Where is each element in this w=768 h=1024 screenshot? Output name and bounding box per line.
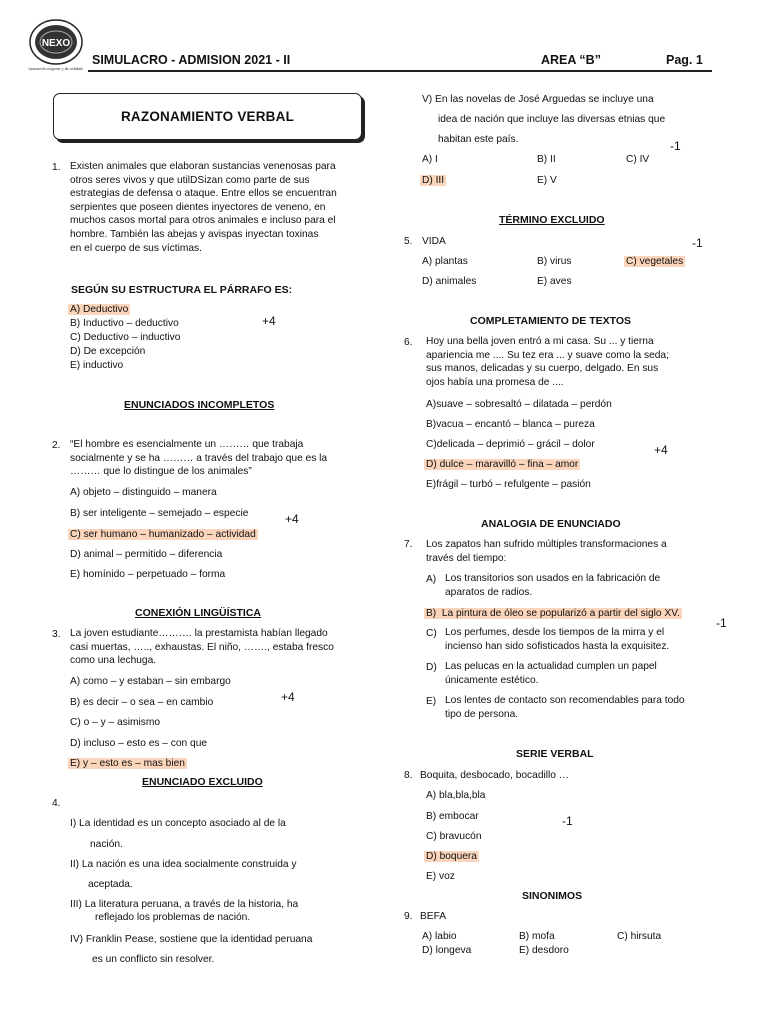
section-heading-enunciados-incompletos: ENUNCIADOS INCOMPLETOS: [124, 399, 275, 411]
q1-line: en el cuerpo de sus víctimas.: [70, 242, 202, 254]
q1-line: otros seres vivos y que utilDSizan como parte de sus: [70, 174, 310, 186]
section-title: RAZONAMIENTO VERBAL: [120, 109, 295, 124]
q6-line: sus manos, delicadas y su cuerpo, delgado. En sus: [426, 363, 659, 375]
q6-score: +4: [654, 443, 668, 457]
q3-paragraph: [70, 627, 360, 668]
q6-line: ojos había una promesa de ....: [426, 376, 564, 388]
q1-line: serpientes que poseen dientes inyectores de veneno, en: [70, 201, 326, 213]
q8-option-c[interactable]: C) bravucón: [426, 831, 482, 842]
q4-option-e[interactable]: E) V: [537, 175, 557, 186]
q7-option-e[interactable]: Los lentes de contacto son recomendables para todo: [445, 695, 685, 706]
q6-option-a[interactable]: A)suave – sobresaltó – dilatada – perdón: [426, 399, 612, 410]
q4-option-a[interactable]: A) I: [422, 154, 438, 165]
q1-question: SEGÚN SU ESTRUCTURA EL PÁRRAFO ES:: [71, 284, 293, 296]
q7-option-a-letter[interactable]: A): [426, 574, 437, 585]
q1-score: +4: [262, 314, 276, 328]
q7-stem-2: través del tiempo:: [426, 553, 507, 564]
q2-paragraph: [70, 438, 360, 479]
q2-line: socialmente y se ha ……… a través del trabajo que es la: [70, 452, 328, 464]
q6-option-c[interactable]: C)delicada – deprimió – grácil – dolor: [426, 439, 595, 450]
q2-option-b[interactable]: B) ser inteligente – semejado – especie: [70, 508, 249, 519]
q4-statement-3: III) La literatura peruana, a través de la historia, ha: [70, 899, 299, 910]
q9-stem: BEFA: [420, 911, 447, 922]
q5-stem: VIDA: [422, 236, 446, 247]
q7-option-a-cont: aparatos de radios.: [445, 587, 533, 598]
q7-option-d-letter[interactable]: D): [426, 662, 437, 673]
q9-option-c[interactable]: C) hirsuta: [617, 931, 662, 942]
section-heading-termino-excluido: TÉRMINO EXCLUIDO: [499, 214, 605, 226]
logo: [28, 12, 84, 76]
q4-statement-1-cont: nación.: [90, 839, 123, 850]
q5-option-c[interactable]: C) vegetales: [626, 256, 684, 267]
q2-line: ……… que lo distingue de los animales”: [70, 466, 252, 478]
q2-option-e[interactable]: E) homínido – perpetuado – forma: [70, 569, 226, 580]
q1-option-e[interactable]: E) inductivo: [70, 360, 124, 371]
q3-line: casi muertas, ….., exhaustas. El niño, ……., estaba fresco: [70, 641, 334, 653]
q6-paragraph: [426, 335, 712, 389]
q3-option-b[interactable]: B) es decir – o sea – en cambio: [70, 697, 214, 708]
q7-option-e-letter[interactable]: E): [426, 696, 437, 707]
q4-score: -1: [670, 139, 681, 153]
q7-option-c[interactable]: Los perfumes, desde los tiempos de la mirra y el: [445, 627, 665, 638]
q3-number: 3.: [52, 629, 61, 640]
q2-line: “El hombre es esencialmente un ……… que trabaja: [70, 439, 304, 450]
q9-option-a[interactable]: A) labio: [422, 931, 457, 942]
q8-score: -1: [562, 814, 573, 828]
q4-number: 4.: [52, 798, 61, 809]
section-title-box: [53, 93, 362, 140]
q1-option-b[interactable]: B) Inductivo – deductivo: [70, 318, 179, 329]
q3-line: como una lechuga.: [70, 655, 157, 667]
q9-number: 9.: [404, 911, 413, 922]
q7-option-d-cont: únicamente estético.: [445, 675, 539, 686]
page-number: Pag. 1: [666, 53, 703, 67]
q2-option-a[interactable]: A) objeto – distinguido – manera: [70, 487, 217, 498]
q5-option-a[interactable]: A) plantas: [422, 256, 468, 267]
section-heading-enunciado-excluido: ENUNCIADO EXCLUIDO: [142, 776, 263, 788]
q9-option-e[interactable]: E) desdoro: [519, 945, 569, 956]
q7-option-c-letter[interactable]: C): [426, 628, 437, 639]
q5-option-b[interactable]: B) virus: [537, 256, 572, 267]
q2-score: +4: [285, 512, 299, 526]
section-heading-completamiento: COMPLETAMIENTO DE TEXTOS: [470, 315, 632, 327]
q5-option-d[interactable]: D) animales: [422, 276, 477, 287]
section-heading-analogia: ANALOGIA DE ENUNCIADO: [481, 518, 621, 530]
q3-option-e[interactable]: E) y – esto es – mas bien: [70, 758, 185, 769]
q4-option-b[interactable]: B) II: [537, 154, 556, 165]
q4-statement-2-cont: aceptada.: [88, 879, 133, 890]
area-label: AREA “B”: [541, 53, 601, 67]
q4-statement-4: IV) Franklin Pease, sostiene que la identidad peruana: [70, 934, 313, 945]
q8-number: 8.: [404, 770, 413, 781]
header-divider: [88, 70, 712, 72]
q1-option-a[interactable]: A) Deductivo: [70, 304, 129, 315]
q7-stem-1: Los zapatos han sufrido múltiples transformaciones a: [426, 539, 667, 550]
q7-number: 7.: [404, 539, 413, 550]
q7-option-e-cont: tipo de persona.: [445, 709, 519, 720]
q4-statement-3-cont: reflejado los problemas de nación.: [95, 912, 251, 923]
q1-option-c[interactable]: C) Deductivo – inductivo: [70, 332, 181, 343]
exam-title: SIMULACRO - ADMISION 2021 - II: [92, 53, 291, 67]
q5-number: 5.: [404, 236, 413, 247]
q6-option-e[interactable]: E)frágil – turbó – refulgente – pasión: [426, 479, 591, 490]
q1-number: 1.: [52, 162, 61, 173]
q7-option-b[interactable]: B) La pintura de óleo se popularizó a partir del siglo XV.: [426, 608, 680, 619]
q3-option-d[interactable]: D) incluso – esto es – con que: [70, 738, 208, 749]
section-heading-serie-verbal: SERIE VERBAL: [516, 748, 594, 760]
q2-option-c[interactable]: C) ser humano – humanizado – actividad: [70, 529, 256, 540]
logo-tagline: preparación exigente y de calidad...!: [28, 66, 84, 71]
q1-paragraph: [70, 160, 360, 255]
q8-option-a[interactable]: A) bla,bla,bla: [426, 790, 486, 801]
q6-option-d[interactable]: D) dulce – maravilló – fina – amor: [426, 459, 579, 470]
q4-statement-4-cont: es un conflicto sin resolver.: [92, 954, 215, 965]
section-heading-sinonimos: SINONIMOS: [522, 890, 583, 902]
q6-line: Hoy una bella joven entró a mi casa. Su ... y tierna: [426, 336, 654, 347]
q1-line: Existen animales que elaboran sustancias venenosas para: [70, 161, 336, 172]
q4-option-d[interactable]: D) III: [422, 175, 445, 186]
q1-option-d[interactable]: D) De excepción: [70, 346, 146, 357]
q7-option-a[interactable]: Los transitorios son usados en la fabricación de: [445, 573, 661, 584]
q8-option-d[interactable]: D) boquera: [426, 851, 477, 862]
q5-option-e[interactable]: E) aves: [537, 276, 572, 287]
q9-option-b[interactable]: B) mofa: [519, 931, 555, 942]
q4-option-c[interactable]: C) IV: [626, 154, 650, 165]
q3-option-a[interactable]: A) como – y estaban – sin embargo: [70, 676, 231, 687]
q5-score: -1: [692, 236, 703, 250]
section-heading-conexion-linguistica: CONEXIÓN LINGÜÍSTICA: [135, 607, 262, 619]
q2-number: 2.: [52, 440, 61, 451]
q1-line: hombre. También las abejas y avispas inyectan toxinas: [70, 228, 319, 240]
q4-statement-2: II) La nación es una idea socialmente construida y: [70, 859, 297, 870]
q3-score: +4: [281, 690, 295, 704]
q7-option-d[interactable]: Las pelucas en la actualidad cumplen un papel: [445, 661, 657, 672]
q4-statement-1: I) La identidad es un concepto asociado al de la: [70, 818, 286, 829]
logo-text: NEXO: [41, 38, 71, 49]
q2-option-d[interactable]: D) animal – permitido – diferencia: [70, 549, 223, 560]
q6-line: apariencia me .... Su tez era ... y suave como la seda;: [426, 349, 669, 361]
q4-statement-5: V) En las novelas de José Arguedas se incluye una: [422, 94, 654, 105]
q8-option-e[interactable]: E) voz: [426, 871, 455, 882]
q6-option-b[interactable]: B)vacua – encantó – blanca – pureza: [426, 419, 595, 430]
q1-line: muchos casos mortal para otros animales e incluso para el: [70, 215, 336, 227]
q7-option-c-cont: incienso han sido sofisticados hasta la exquisitez.: [445, 641, 670, 652]
q8-option-b[interactable]: B) embocar: [426, 811, 479, 822]
q8-stem: Boquita, desbocado, bocadillo …: [420, 770, 569, 781]
q3-option-c[interactable]: C) o – y – asimismo: [70, 717, 161, 728]
q7-score: -1: [716, 616, 727, 630]
q9-option-d[interactable]: D) longeva: [422, 945, 472, 956]
q4-statement-5-cont1: idea de nación que incluye las diversas etnias que: [438, 114, 666, 125]
q1-line: estrategias de defensa o ataque. Entre ellos se encuentran: [70, 188, 337, 200]
q6-number: 6.: [404, 337, 413, 348]
q4-statement-5-cont2: habitan este país.: [438, 134, 519, 145]
q3-line: La joven estudiante………. la prestamista habían llegado: [70, 628, 328, 639]
